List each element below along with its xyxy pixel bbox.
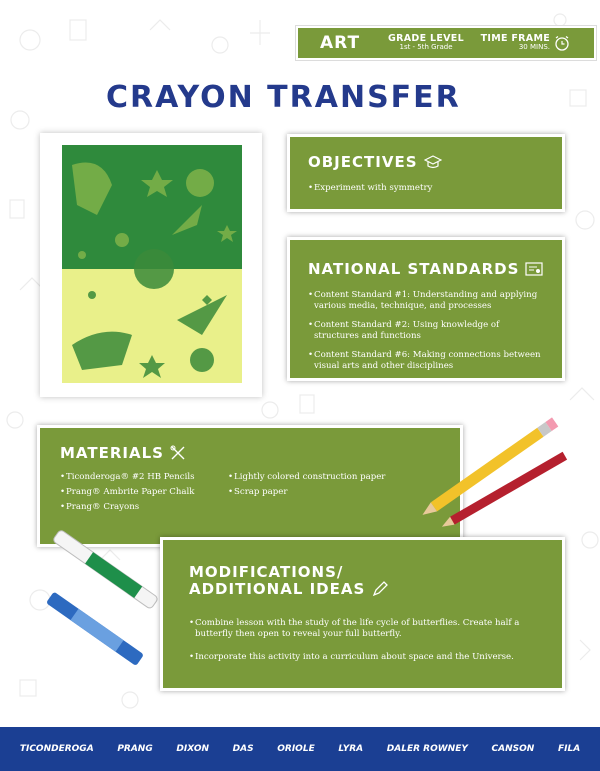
graduation-cap-icon	[424, 155, 442, 169]
chalk-and-crayon-illustration	[28, 520, 168, 670]
list-item: • Lightly colored construction paper	[228, 472, 385, 483]
list-item: • Ticonderoga® #2 HB Pencils	[60, 472, 228, 483]
ticonderoga-logo: TICONDEROGA	[19, 744, 94, 754]
grade-level-value: 1st - 5th Grade	[399, 43, 453, 52]
oriole-logo: ORIOLE	[277, 744, 315, 754]
materials-list-1	[60, 472, 228, 517]
modifications-list	[189, 618, 536, 663]
standards-heading	[308, 260, 544, 278]
certificate-icon	[525, 262, 543, 276]
objectives-heading	[308, 153, 544, 171]
objectives-heading-text: OBJECTIVES	[308, 153, 418, 171]
artwork-photo	[40, 133, 262, 397]
time-frame-label: TIME FRAME	[480, 32, 550, 44]
lesson-header-bar	[296, 26, 596, 60]
objectives-card	[287, 134, 565, 212]
modifications-heading-line1: MODIFICATIONS/	[189, 563, 344, 581]
list-item: • Incorporate this activity into a curriculum about space and the Universe.	[189, 652, 536, 663]
crayon-transfer-artwork	[62, 145, 242, 383]
list-item: • Content Standard #2: Using knowledge of structures and functions	[308, 320, 544, 342]
pencil-icon	[371, 580, 389, 598]
page-title: CRAYON TRANSFER	[106, 80, 461, 115]
lyra-logo: LYRA	[338, 744, 364, 754]
clock-icon	[554, 35, 570, 51]
list-item: • Scrap paper	[228, 487, 385, 498]
canson-logo: CANSON	[491, 744, 535, 754]
tools-icon	[170, 445, 186, 461]
standards-heading-text: NATIONAL STANDARDS	[308, 260, 520, 278]
time-frame	[474, 34, 550, 52]
pencils-illustration	[415, 402, 575, 542]
brand-footer	[0, 727, 600, 771]
list-item: • Prang® Crayons	[60, 502, 228, 513]
list-item: • Experiment with symmetry	[308, 183, 544, 194]
national-standards-card	[287, 237, 565, 381]
dixon-logo: DIXON	[176, 744, 210, 754]
list-item: • Content Standard #1: Understanding and applying various media, technique, and processes	[308, 290, 544, 312]
materials-heading-text: MATERIALS	[60, 444, 164, 462]
das-logo: DAS	[232, 744, 254, 754]
objectives-list	[308, 183, 544, 194]
daler-rowney-logo: DALER ROWNEY	[386, 744, 468, 754]
grade-level-label: GRADE LEVEL	[388, 32, 464, 44]
list-item: • Content Standard #6: Making connections between visual arts and other disciplines	[308, 350, 544, 372]
prang-logo: PRANG	[117, 744, 153, 754]
materials-columns	[60, 472, 440, 517]
modifications-card	[160, 537, 565, 691]
list-item: • Combine lesson with the study of the life cycle of butterflies. Create half a butterfly then open to reveal your full butterfly.	[189, 618, 536, 640]
list-item: • Prang® Ambrite Paper Chalk	[60, 487, 228, 498]
materials-list-2	[228, 472, 385, 517]
modifications-heading	[189, 564, 536, 598]
materials-heading	[60, 444, 440, 462]
time-frame-value: 30 MINS.	[518, 43, 550, 52]
fila-logo: FILA	[557, 744, 581, 754]
grade-level	[386, 34, 466, 52]
modifications-heading-line2: ADDITIONAL IDEAS	[189, 580, 366, 598]
standards-list	[308, 290, 544, 372]
subject-label: ART	[320, 33, 361, 53]
